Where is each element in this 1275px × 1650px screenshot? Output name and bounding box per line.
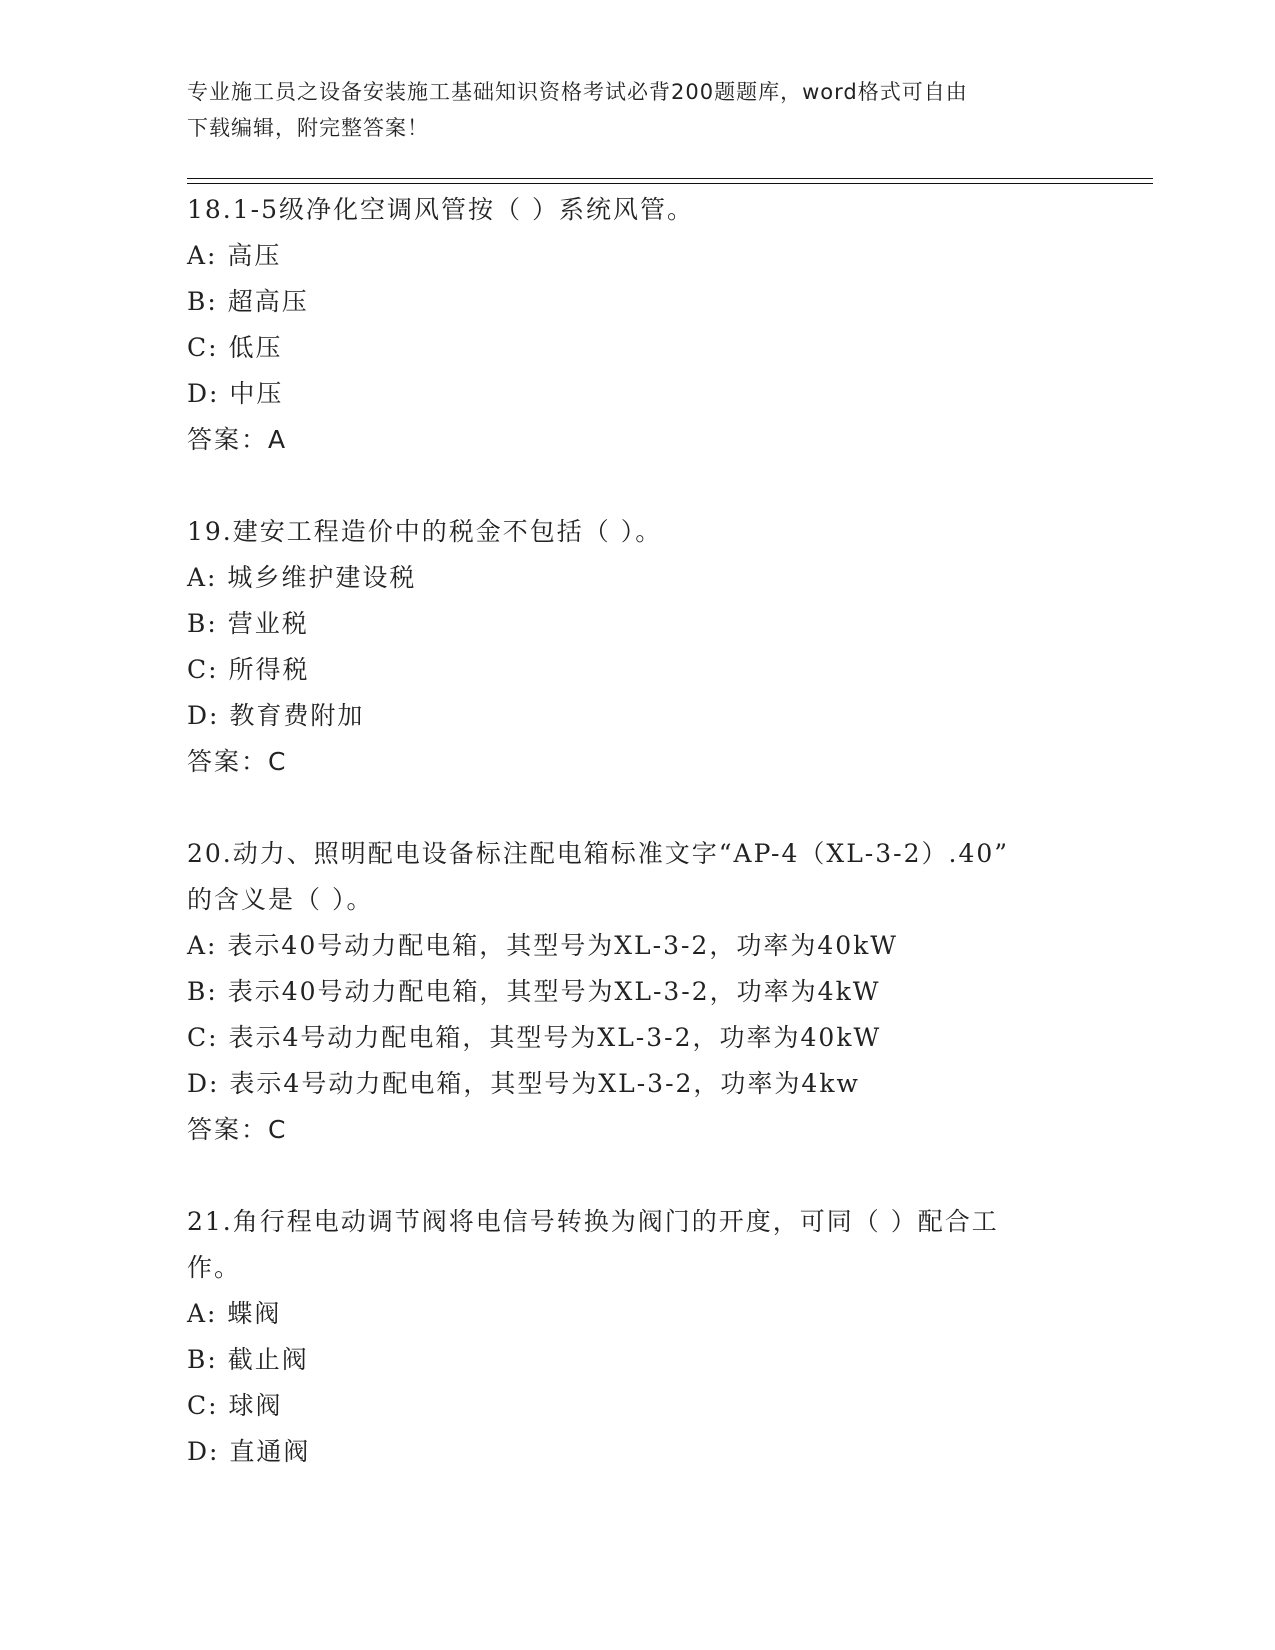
question-text: 18.1-5级净化空调风管按（ ）系统风管。 (187, 195, 694, 224)
header-line-2: 下载编辑，附完整答案！ (187, 116, 429, 140)
option-a: A: 城乡维护建设税 (187, 563, 417, 592)
question-list (187, 187, 1107, 1475)
option-b: B: 表示40号动力配电箱，其型号为XL-3-2，功率为4kW (187, 977, 881, 1006)
question-21 (187, 1199, 1107, 1475)
header-divider-top (187, 178, 1153, 179)
question-spacer (187, 785, 1107, 831)
answer-line: 答案：A (187, 425, 288, 454)
option-b: B: 截止阀 (187, 1345, 309, 1374)
question-text: 21.角行程电动调节阀将电信号转换为阀门的开度，可同（ ）配合工 (187, 1207, 999, 1236)
question-19 (187, 509, 1107, 785)
answer-line: 答案：C (187, 747, 288, 776)
question-text-continued: 的含义是（ ）。 (187, 885, 374, 914)
question-18 (187, 187, 1107, 463)
answer-line: 答案：C (187, 1115, 288, 1144)
option-d: D: 教育费附加 (187, 701, 365, 730)
document-header (187, 74, 1087, 146)
question-text: 20.动力、照明配电设备标注配电箱标准文字“AP-4（XL-3-2）.40” (187, 839, 1010, 868)
option-c: C: 所得税 (187, 655, 310, 684)
option-d: D: 表示4号动力配电箱，其型号为XL-3-2，功率为4kw (187, 1069, 860, 1098)
question-20 (187, 831, 1107, 1153)
option-a: A: 表示40号动力配电箱，其型号为XL-3-2，功率为40kW (187, 931, 898, 960)
option-c: C: 球阀 (187, 1391, 283, 1420)
question-text-continued: 作。 (187, 1253, 242, 1282)
header-divider-bottom (187, 183, 1153, 184)
option-b: B: 超高压 (187, 287, 309, 316)
option-a: A: 高压 (187, 241, 282, 270)
option-d: D: 中压 (187, 379, 284, 408)
question-spacer (187, 463, 1107, 509)
question-text: 19.建安工程造价中的税金不包括（ ）。 (187, 517, 663, 546)
question-spacer (187, 1153, 1107, 1199)
option-b: B: 营业税 (187, 609, 309, 638)
option-a: A: 蝶阀 (187, 1299, 282, 1328)
option-d: D: 直通阀 (187, 1437, 311, 1466)
option-c: C: 表示4号动力配电箱，其型号为XL-3-2，功率为40kW (187, 1023, 882, 1052)
option-c: C: 低压 (187, 333, 283, 362)
header-line-1: 专业施工员之设备安装施工基础知识资格考试必背200题题库，word格式可自由 (187, 80, 968, 104)
